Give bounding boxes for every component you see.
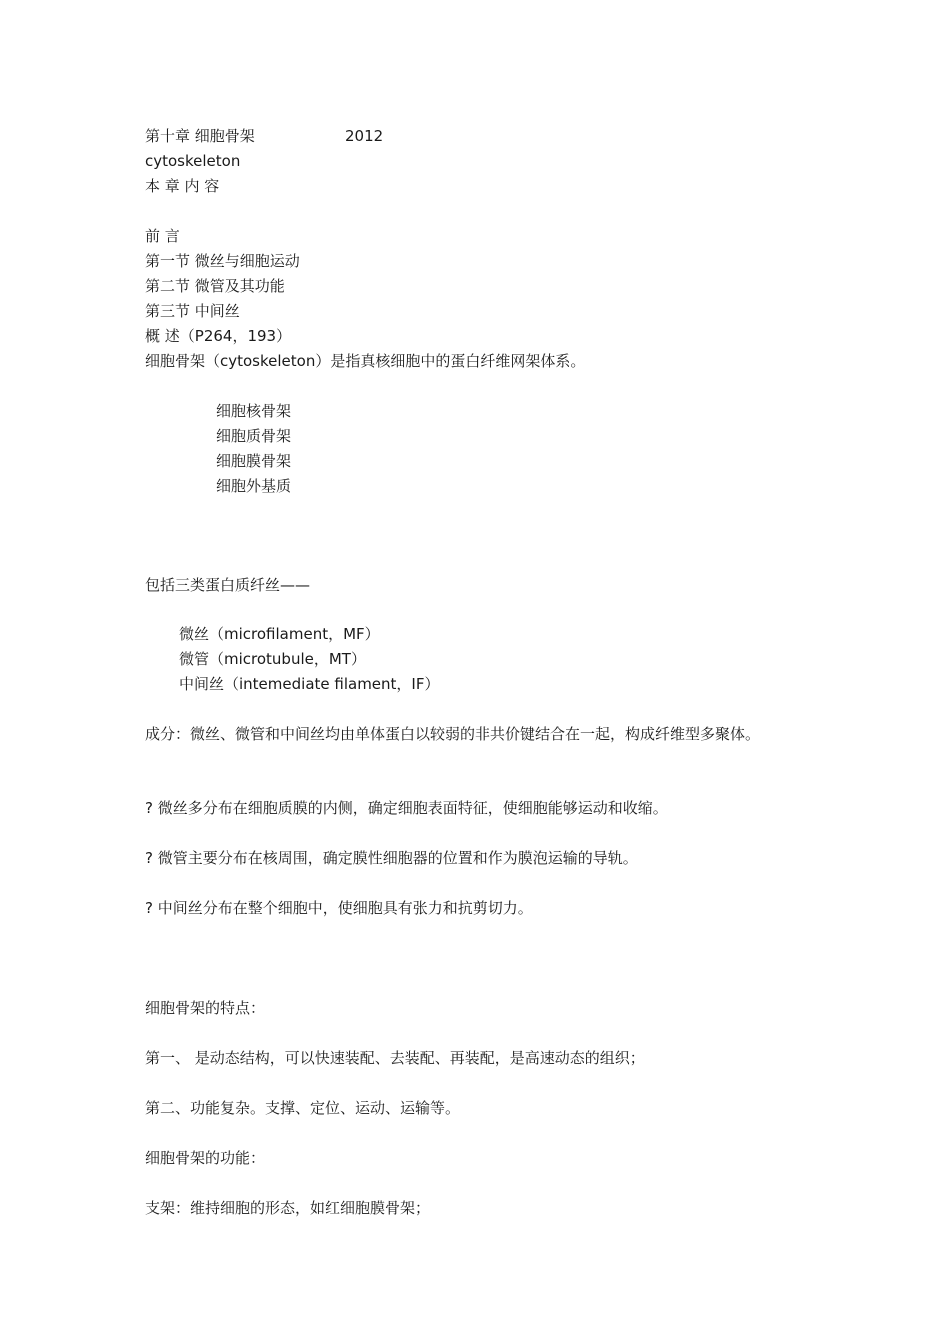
chapter-year: 2012: [345, 127, 384, 145]
filament-item: 微管（microtubule，MT）: [179, 650, 366, 668]
overview-definition: 细胞骨架（cytoskeleton）是指真核细胞中的蛋白纤维网架体系。: [145, 352, 586, 370]
filament-item: 中间丝（intemediate filament，IF）: [179, 675, 440, 693]
contents-heading: 本 章 内 容: [145, 177, 220, 195]
feature-item: 第一、 是动态结构，可以快速装配、去装配、再装配，是高速动态的组织；: [145, 1049, 645, 1067]
distribution-paragraph: ? 微管主要分布在核周围，确定膜性细胞器的位置和作为膜泡运输的导轨。: [145, 849, 638, 867]
skeleton-type-item: 细胞质骨架: [216, 427, 292, 445]
composition-paragraph: 成分：微丝、微管和中间丝均由单体蛋白以较弱的非共价键结合在一起，构成纤维型多聚体。: [145, 725, 761, 743]
functions-heading: 细胞骨架的功能：: [145, 1149, 266, 1167]
skeleton-type-item: 细胞膜骨架: [216, 452, 292, 470]
distribution-paragraph: ? 中间丝分布在整个细胞中，使细胞具有张力和抗剪切力。: [145, 899, 533, 917]
chapter-english-title: cytoskeleton: [145, 152, 241, 170]
contents-item: 前 言: [145, 227, 180, 245]
overview-heading: 概 述（P264，193）: [145, 327, 292, 345]
features-heading: 细胞骨架的特点：: [145, 999, 266, 1017]
skeleton-type-item: 细胞核骨架: [216, 402, 292, 420]
contents-item: 第二节 微管及其功能: [145, 277, 285, 295]
function-item: 支架：维持细胞的形态，如红细胞膜骨架；: [145, 1199, 431, 1217]
feature-item: 第二、功能复杂。支撑、定位、运动、运输等。: [145, 1099, 461, 1117]
filament-item: 微丝（microfilament，MF）: [179, 625, 380, 643]
distribution-paragraph: ? 微丝多分布在细胞质膜的内侧，确定细胞表面特征，使细胞能够运动和收缩。: [145, 799, 668, 817]
contents-item: 第一节 微丝与细胞运动: [145, 252, 300, 270]
filaments-intro: 包括三类蛋白质纤丝——: [145, 576, 311, 594]
skeleton-type-item: 细胞外基质: [216, 477, 292, 495]
chapter-title: 第十章 细胞骨架: [145, 127, 255, 145]
contents-item: 第三节 中间丝: [145, 302, 240, 320]
